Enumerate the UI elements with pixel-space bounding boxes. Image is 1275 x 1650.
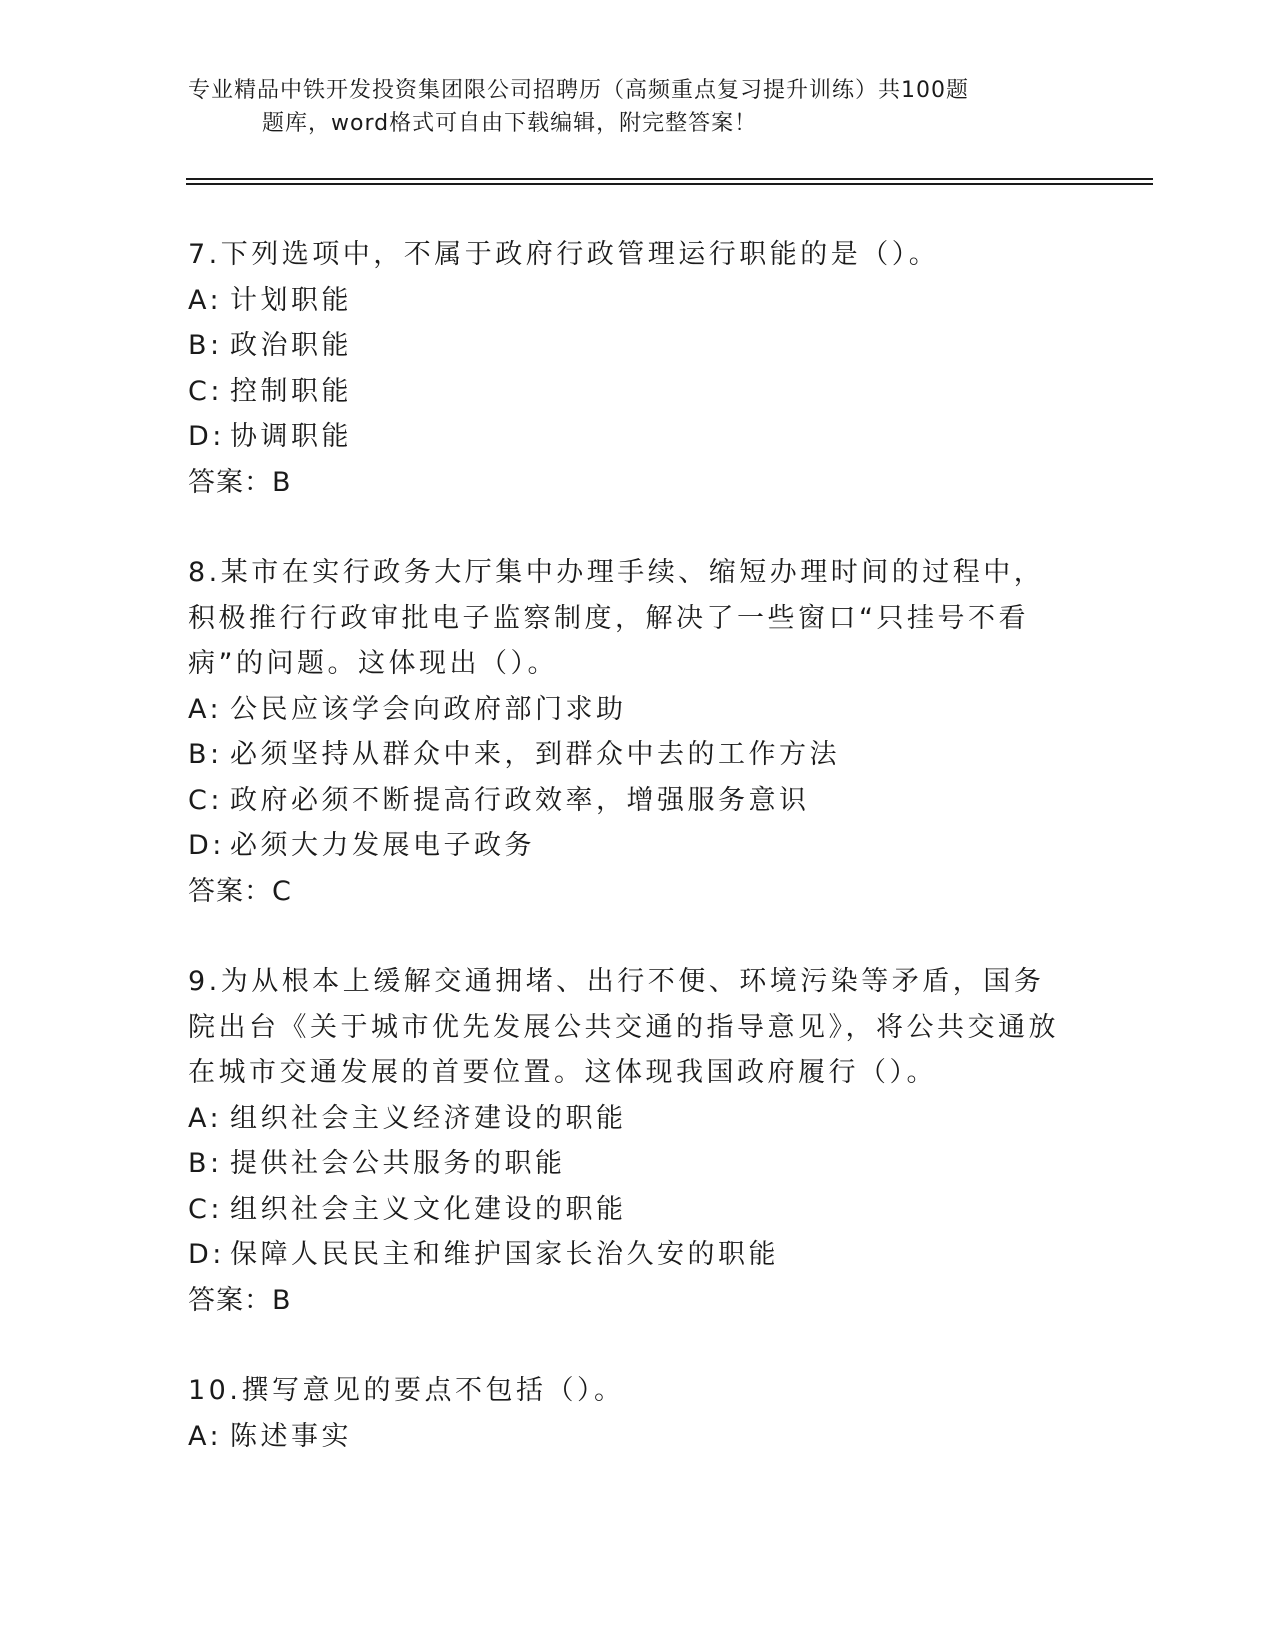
option-text: 公民应该学会向政府部门求助 bbox=[230, 693, 627, 725]
question-stem: 9.为从根本上缓解交通拥堵、出行不便、环境污染等矛盾，国务院出台《关于城市优先发展公共交通的指导意见》，将公共交通放在城市交通发展的首要位置。这体现我国政府履行（）。 bbox=[188, 966, 1059, 1088]
option-text: 计划职能 bbox=[230, 284, 352, 316]
option-b bbox=[188, 1141, 1068, 1187]
header-divider-top bbox=[186, 178, 1153, 180]
option-text: 保障人民民主和维护国家长治久安的职能 bbox=[230, 1239, 779, 1270]
option-letter: A: bbox=[188, 284, 223, 316]
option-b bbox=[188, 732, 1068, 778]
option-letter: B: bbox=[188, 1148, 223, 1179]
option-d bbox=[188, 414, 1068, 460]
option-letter: C: bbox=[188, 1193, 223, 1225]
option-letter: B: bbox=[188, 330, 223, 361]
question-stem: 10.撰写意见的要点不包括（）。 bbox=[188, 1375, 625, 1406]
option-d bbox=[188, 823, 1068, 869]
option-text: 必须大力发展电子政务 bbox=[230, 830, 535, 861]
option-letter: C: bbox=[188, 784, 223, 816]
option-a bbox=[188, 1096, 1068, 1142]
option-text: 必须坚持从群众中来，到群众中去的工作方法 bbox=[230, 739, 840, 770]
question-block bbox=[188, 1368, 1068, 1459]
option-c bbox=[188, 778, 1068, 824]
question-stem: 7.下列选项中，不属于政府行政管理运行职能的是（）。 bbox=[188, 239, 940, 270]
option-letter: A: bbox=[188, 1420, 223, 1452]
question-block bbox=[188, 550, 1068, 914]
option-letter: C: bbox=[188, 375, 223, 407]
option-c bbox=[188, 1187, 1068, 1233]
option-letter: D: bbox=[188, 1239, 225, 1270]
answer-line: 答案：B bbox=[188, 1284, 292, 1316]
option-letter: B: bbox=[188, 739, 223, 770]
header-title-line2: 题库，word格式可自由下载编辑，附完整答案！ bbox=[262, 111, 758, 136]
option-text: 协调职能 bbox=[230, 421, 352, 452]
question-block bbox=[188, 232, 1068, 505]
option-letter: D: bbox=[188, 830, 225, 861]
option-text: 政治职能 bbox=[230, 330, 352, 361]
option-a bbox=[188, 278, 1068, 324]
document-header bbox=[188, 74, 1048, 140]
option-text: 控制职能 bbox=[230, 375, 352, 407]
option-letter: A: bbox=[188, 693, 223, 725]
option-a bbox=[188, 1414, 1068, 1460]
question-stem: 8.某市在实行政务大厅集中办理手续、缩短办理时间的过程中，积极推行行政审批电子监察制度，解决了一些窗口“只挂号不看病”的问题。这体现出（）。 bbox=[188, 557, 1045, 679]
answer-line: 答案：B bbox=[188, 466, 292, 498]
header-title-line1: 专业精品中铁开发投资集团限公司招聘历（高频重点复习提升训练）共100题 bbox=[188, 78, 969, 103]
option-c bbox=[188, 369, 1068, 415]
option-letter: A: bbox=[188, 1102, 223, 1134]
option-b bbox=[188, 323, 1068, 369]
option-text: 组织社会主义经济建设的职能 bbox=[230, 1102, 627, 1134]
option-text: 提供社会公共服务的职能 bbox=[230, 1148, 566, 1179]
question-block bbox=[188, 959, 1068, 1323]
option-letter: D: bbox=[188, 421, 225, 452]
option-d bbox=[188, 1232, 1068, 1278]
option-text: 政府必须不断提高行政效率，增强服务意识 bbox=[230, 784, 810, 816]
option-a bbox=[188, 687, 1068, 733]
option-text: 陈述事实 bbox=[230, 1420, 352, 1452]
question-list bbox=[188, 232, 1068, 1504]
header-divider-bottom bbox=[186, 183, 1153, 185]
option-text: 组织社会主义文化建设的职能 bbox=[230, 1193, 627, 1225]
answer-line: 答案：C bbox=[188, 875, 292, 907]
